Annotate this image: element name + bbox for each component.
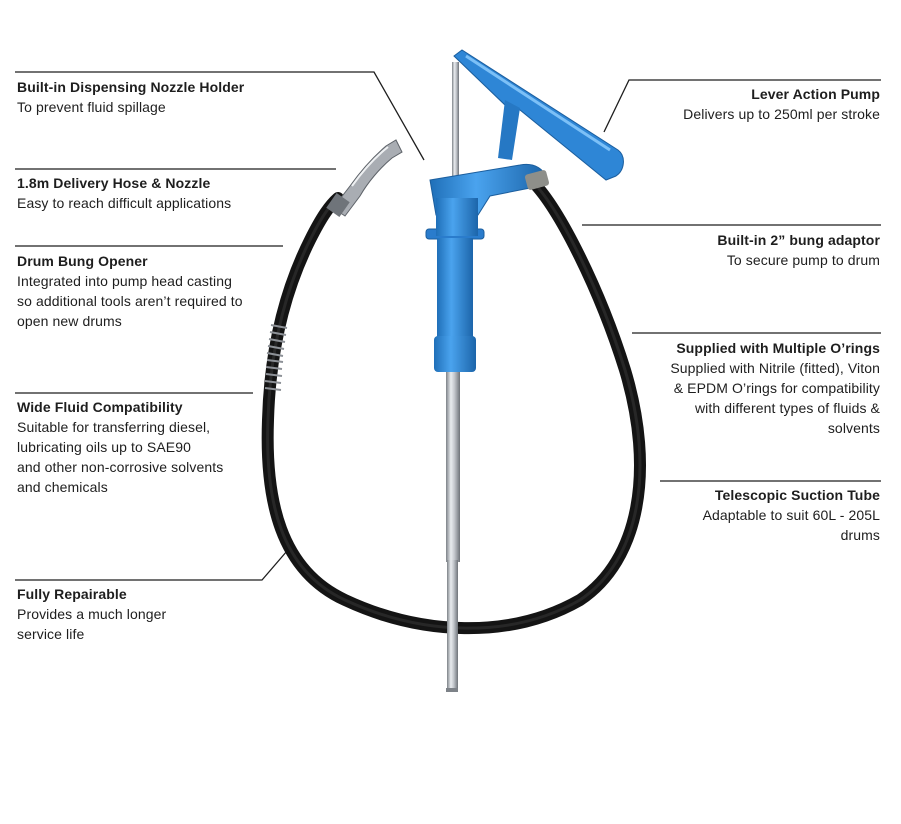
callout-repairable xyxy=(17,584,166,644)
callout-fluid-compat-title: Wide Fluid Compatibility xyxy=(17,399,183,415)
callout-delivery-hose-text: Easy to reach difficult applications xyxy=(17,195,232,211)
suction-tube xyxy=(446,372,460,692)
callout-fluid-compat xyxy=(17,397,223,497)
pump-rod xyxy=(452,62,459,182)
callout-bung-opener xyxy=(17,251,243,331)
callout-nozzle-holder-text: To prevent fluid spillage xyxy=(17,99,166,115)
leader-repairable xyxy=(15,551,287,580)
callout-fluid-compat-text: Suitable for transferring diesel, lubricating oils up to SAE90 and other non-corrosive solvents and chemicals xyxy=(17,419,224,495)
callout-lever-pump xyxy=(683,84,880,124)
callout-bung-adaptor xyxy=(717,230,880,270)
callout-lever-pump-title: Lever Action Pump xyxy=(751,86,880,102)
nozzle xyxy=(326,140,402,217)
callout-delivery-hose xyxy=(17,173,231,213)
callout-suction-tube-text: Adaptable to suit 60L - 205L drums xyxy=(702,507,880,543)
callout-bung-opener-text: Integrated into pump head casting so additional tools aren’t required to open new drums xyxy=(17,273,243,329)
callout-delivery-hose-title: 1.8m Delivery Hose & Nozzle xyxy=(17,175,211,191)
callout-suction-tube-title: Telescopic Suction Tube xyxy=(714,487,880,503)
callout-orings-text: Supplied with Nitrile (fitted), Viton & EPDM O’rings for compatibility with different types of fluids & solvents xyxy=(670,360,880,436)
callout-lever-pump-text: Delivers up to 250ml per stroke xyxy=(683,106,880,122)
callout-bung-opener-title: Drum Bung Opener xyxy=(17,253,148,269)
callout-bung-adaptor-text: To secure pump to drum xyxy=(726,252,880,268)
callout-repairable-text: Provides a much longer service life xyxy=(17,606,167,642)
callout-nozzle-holder-title: Built-in Dispensing Nozzle Holder xyxy=(17,79,245,95)
callout-orings xyxy=(670,338,880,438)
callout-bung-adaptor-title: Built-in 2” bung adaptor xyxy=(717,232,880,248)
callout-nozzle-holder xyxy=(17,77,244,117)
callout-repairable-title: Fully Repairable xyxy=(17,586,127,602)
callout-suction-tube xyxy=(703,485,880,545)
callout-orings-title: Supplied with Multiple O’rings xyxy=(676,340,880,356)
